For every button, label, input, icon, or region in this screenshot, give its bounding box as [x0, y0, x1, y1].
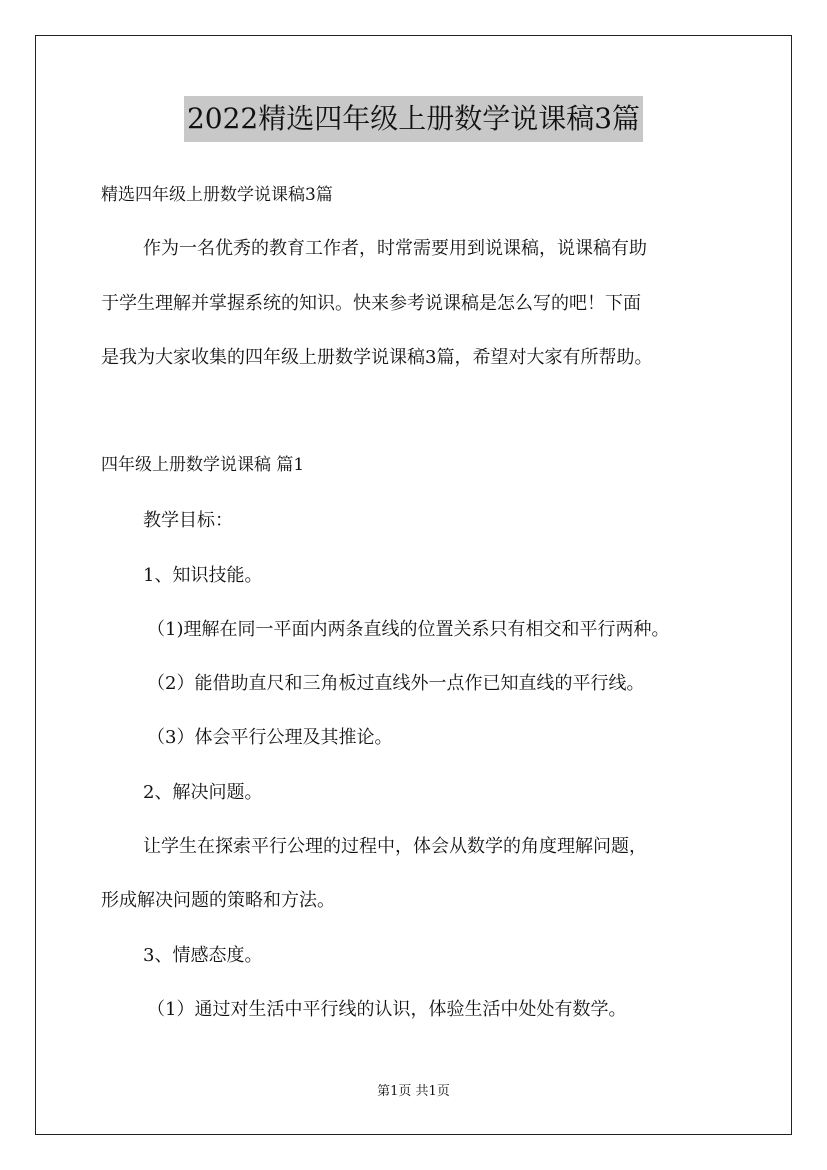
body-line-6: 2、解决问题。 — [143, 782, 263, 803]
intro-line-2: 于学生理解并掌握系统的知识。快来参考说课稿是怎么写的吧！下面 — [101, 293, 641, 314]
body-line-4: （2）能借助直尺和三角板过直线外一点作已知直线的平行线。 — [147, 673, 645, 694]
intro-line-3: 是我为大家收集的四年级上册数学说课稿3篇，希望对大家有所帮助。 — [101, 347, 653, 368]
page-footer: 第1页 共1页 — [377, 1084, 450, 1099]
document-subtitle: 精选四年级上册数学说课稿3篇 — [101, 185, 333, 205]
body-line-5: （3）体会平行公理及其推论。 — [147, 727, 393, 748]
document-title: 2022精选四年级上册数学说课稿3篇 — [184, 96, 643, 142]
body-line-8: 形成解决问题的策略和方法。 — [101, 890, 335, 911]
body-line-1: 教学目标： — [143, 510, 233, 531]
intro-line-1: 作为一名优秀的教育工作者，时常需要用到说课稿，说课稿有助 — [143, 238, 647, 259]
title-container — [0, 96, 827, 142]
body-line-7: 让学生在探索平行公理的过程中，体会从数学的角度理解问题， — [143, 836, 647, 857]
body-line-10: （1）通过对生活中平行线的认识，体验生活中处处有数学。 — [147, 999, 627, 1020]
body-line-3: （1)理解在同一平面内两条直线的位置关系只有相交和平行两种。 — [147, 619, 670, 640]
section-heading: 四年级上册数学说课稿 篇1 — [101, 455, 305, 475]
body-line-2: 1、知识技能。 — [143, 565, 263, 586]
body-line-9: 3、情感态度。 — [143, 945, 263, 966]
